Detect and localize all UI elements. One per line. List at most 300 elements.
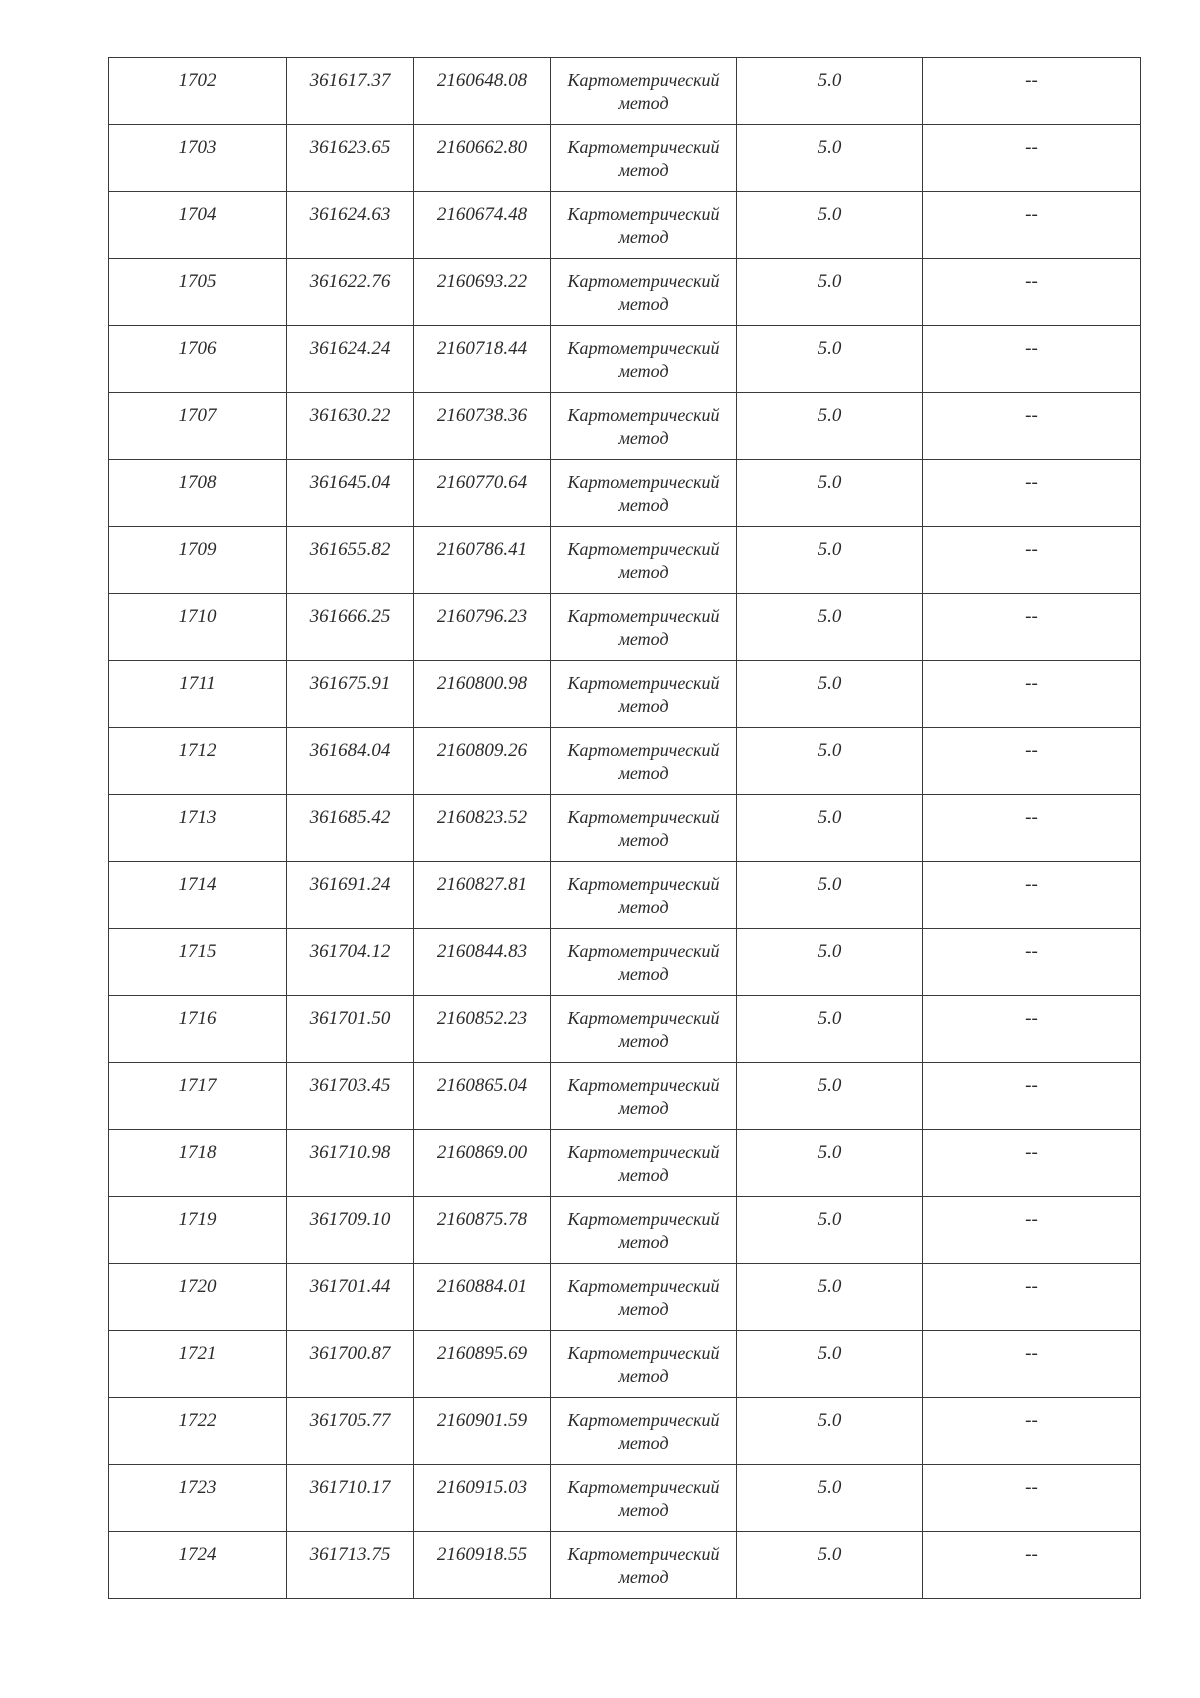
point-number-value: 1712 [178,740,217,761]
accuracy-value: 5.0 [817,70,842,91]
point-number-cell [109,1398,287,1465]
note-cell [923,594,1141,661]
accuracy-value: 5.0 [817,1142,842,1163]
note-cell [923,795,1141,862]
x-coordinate-value: 361622.76 [309,271,391,292]
note-value: -- [1025,941,1038,962]
method-text [551,192,736,249]
method-cell [551,527,737,594]
method-line-1: Картометрический [567,740,720,760]
point-number-value: 1718 [178,1142,217,1163]
method-cell [551,795,737,862]
x-coordinate-cell [287,862,414,929]
method-text [551,58,736,115]
note-value: -- [1025,70,1038,91]
table-row [109,661,1141,728]
method-cell [551,1063,737,1130]
y-coordinate-cell [414,527,551,594]
note-cell [923,58,1141,125]
method-line-1: Картометрический [567,1410,720,1430]
y-coordinate-cell [414,1197,551,1264]
method-cell [551,125,737,192]
note-cell [923,996,1141,1063]
x-coordinate-cell [287,1197,414,1264]
method-line-2: метод [618,428,669,448]
note-cell [923,1532,1141,1599]
method-text [551,259,736,316]
method-line-1: Картометрический [567,204,720,224]
x-coordinate-cell [287,393,414,460]
accuracy-cell [737,862,923,929]
table-row [109,460,1141,527]
note-cell [923,728,1141,795]
note-cell [923,1465,1141,1532]
method-cell [551,1130,737,1197]
point-number-cell [109,862,287,929]
method-text [551,1331,736,1388]
y-coordinate-value: 2160796.23 [436,606,528,627]
x-coordinate-cell [287,460,414,527]
method-line-1: Картометрический [567,405,720,425]
x-coordinate-value: 361705.77 [309,1410,391,1431]
note-cell [923,393,1141,460]
method-cell [551,192,737,259]
y-coordinate-value: 2160786.41 [436,539,528,560]
x-coordinate-cell [287,58,414,125]
accuracy-cell [737,259,923,326]
method-line-1: Картометрический [567,1075,720,1095]
point-number-value: 1715 [178,941,217,962]
point-number-value: 1702 [178,70,217,91]
table-row [109,594,1141,661]
method-text [551,527,736,584]
x-coordinate-value: 361624.63 [309,204,391,225]
point-number-value: 1707 [178,405,217,426]
note-value: -- [1025,740,1038,761]
y-coordinate-cell [414,259,551,326]
y-coordinate-value: 2160648.08 [436,70,528,91]
method-line-1: Картометрический [567,1544,720,1564]
method-text [551,661,736,718]
method-cell [551,661,737,728]
note-cell [923,1398,1141,1465]
table-row [109,996,1141,1063]
table-row [109,929,1141,996]
method-text [551,1130,736,1187]
x-coordinate-value: 361704.12 [309,941,391,962]
point-number-cell [109,527,287,594]
table-row [109,1532,1141,1599]
x-coordinate-value: 361684.04 [309,740,391,761]
method-cell [551,1264,737,1331]
y-coordinate-value: 2160827.81 [436,874,528,895]
note-cell [923,125,1141,192]
method-line-2: метод [618,93,669,113]
method-cell [551,1197,737,1264]
x-coordinate-cell [287,728,414,795]
method-line-2: метод [618,964,669,984]
note-cell [923,326,1141,393]
y-coordinate-cell [414,594,551,661]
accuracy-cell [737,728,923,795]
point-number-value: 1714 [178,874,217,895]
y-coordinate-value: 2160852.23 [436,1008,528,1029]
method-text [551,1532,736,1589]
method-line-2: метод [618,696,669,716]
table-row [109,125,1141,192]
method-text [551,594,736,651]
point-number-value: 1720 [178,1276,217,1297]
accuracy-value: 5.0 [817,1008,842,1029]
method-text [551,996,736,1053]
method-text [551,326,736,383]
note-value: -- [1025,539,1038,560]
method-line-2: метод [618,495,669,515]
method-line-2: метод [618,830,669,850]
accuracy-value: 5.0 [817,807,842,828]
method-line-2: метод [618,1098,669,1118]
accuracy-value: 5.0 [817,1075,842,1096]
y-coordinate-value: 2160895.69 [436,1343,528,1364]
x-coordinate-cell [287,1331,414,1398]
x-coordinate-value: 361701.44 [309,1276,391,1297]
y-coordinate-cell [414,795,551,862]
coordinates-table [108,57,1141,1599]
x-coordinate-value: 361713.75 [309,1544,391,1565]
method-text [551,795,736,852]
x-coordinate-cell [287,1398,414,1465]
x-coordinate-cell [287,929,414,996]
accuracy-cell [737,661,923,728]
note-cell [923,1264,1141,1331]
accuracy-cell [737,1532,923,1599]
y-coordinate-cell [414,58,551,125]
y-coordinate-value: 2160809.26 [436,740,528,761]
method-cell [551,996,737,1063]
note-value: -- [1025,1209,1038,1230]
point-number-value: 1711 [179,673,216,694]
x-coordinate-value: 361703.45 [309,1075,391,1096]
x-coordinate-value: 361710.17 [309,1477,391,1498]
y-coordinate-cell [414,1465,551,1532]
note-value: -- [1025,1276,1038,1297]
x-coordinate-cell [287,192,414,259]
y-coordinate-value: 2160738.36 [436,405,528,426]
method-cell [551,393,737,460]
x-coordinate-cell [287,259,414,326]
point-number-cell [109,795,287,862]
point-number-value: 1713 [178,807,217,828]
x-coordinate-value: 361655.82 [309,539,391,560]
method-line-1: Картометрический [567,807,720,827]
note-value: -- [1025,1477,1038,1498]
table-row [109,795,1141,862]
y-coordinate-cell [414,1532,551,1599]
y-coordinate-value: 2160674.48 [436,204,528,225]
accuracy-value: 5.0 [817,1410,842,1431]
note-value: -- [1025,338,1038,359]
note-value: -- [1025,1075,1038,1096]
method-line-1: Картометрический [567,874,720,894]
y-coordinate-value: 2160718.44 [436,338,528,359]
point-number-value: 1710 [178,606,217,627]
x-coordinate-value: 361685.42 [309,807,391,828]
note-value: -- [1025,1142,1038,1163]
x-coordinate-cell [287,795,414,862]
point-number-value: 1705 [178,271,217,292]
x-coordinate-value: 361701.50 [309,1008,391,1029]
y-coordinate-value: 2160844.83 [436,941,528,962]
table-row [109,1398,1141,1465]
method-text [551,1398,736,1455]
accuracy-cell [737,594,923,661]
point-number-cell [109,1197,287,1264]
note-cell [923,862,1141,929]
accuracy-value: 5.0 [817,1343,842,1364]
method-line-1: Картометрический [567,472,720,492]
method-line-1: Картометрический [567,539,720,559]
method-line-2: метод [618,160,669,180]
accuracy-cell [737,996,923,1063]
point-number-value: 1703 [178,137,217,158]
accuracy-value: 5.0 [817,338,842,359]
y-coordinate-value: 2160869.00 [436,1142,528,1163]
method-line-2: метод [618,763,669,783]
y-coordinate-cell [414,728,551,795]
method-cell [551,460,737,527]
method-line-2: метод [618,562,669,582]
point-number-value: 1716 [178,1008,217,1029]
accuracy-cell [737,1130,923,1197]
x-coordinate-value: 361645.04 [309,472,391,493]
y-coordinate-cell [414,661,551,728]
method-cell [551,594,737,661]
point-number-cell [109,594,287,661]
table-row [109,1197,1141,1264]
point-number-cell [109,1130,287,1197]
table-row [109,259,1141,326]
point-number-value: 1719 [178,1209,217,1230]
point-number-cell [109,929,287,996]
method-cell [551,1465,737,1532]
point-number-cell [109,58,287,125]
method-text [551,1264,736,1321]
y-coordinate-value: 2160693.22 [436,271,528,292]
y-coordinate-cell [414,1130,551,1197]
accuracy-cell [737,1197,923,1264]
accuracy-value: 5.0 [817,1209,842,1230]
method-cell [551,728,737,795]
coordinates-table-body [109,58,1141,1599]
method-text [551,1063,736,1120]
method-text [551,862,736,919]
method-cell [551,929,737,996]
note-value: -- [1025,472,1038,493]
accuracy-cell [737,1465,923,1532]
point-number-cell [109,661,287,728]
accuracy-value: 5.0 [817,204,842,225]
method-cell [551,1532,737,1599]
accuracy-cell [737,1398,923,1465]
point-number-value: 1723 [178,1477,217,1498]
note-value: -- [1025,1410,1038,1431]
method-line-1: Картометрический [567,338,720,358]
table-row [109,728,1141,795]
note-value: -- [1025,807,1038,828]
accuracy-value: 5.0 [817,539,842,560]
method-line-1: Картометрический [567,606,720,626]
note-value: -- [1025,874,1038,895]
method-text [551,728,736,785]
method-line-2: метод [618,1433,669,1453]
table-row [109,1130,1141,1197]
accuracy-value: 5.0 [817,271,842,292]
accuracy-cell [737,192,923,259]
method-text [551,393,736,450]
method-cell [551,862,737,929]
table-row [109,393,1141,460]
method-line-1: Картометрический [567,941,720,961]
method-line-2: метод [618,1165,669,1185]
note-value: -- [1025,1544,1038,1565]
x-coordinate-value: 361630.22 [309,405,391,426]
accuracy-value: 5.0 [817,874,842,895]
accuracy-cell [737,527,923,594]
note-value: -- [1025,405,1038,426]
table-row [109,326,1141,393]
note-cell [923,192,1141,259]
accuracy-value: 5.0 [817,1477,842,1498]
method-line-2: метод [618,227,669,247]
note-value: -- [1025,606,1038,627]
y-coordinate-cell [414,862,551,929]
method-line-1: Картометрический [567,1477,720,1497]
accuracy-value: 5.0 [817,673,842,694]
accuracy-value: 5.0 [817,472,842,493]
accuracy-cell [737,58,923,125]
note-cell [923,1063,1141,1130]
accuracy-value: 5.0 [817,1544,842,1565]
y-coordinate-value: 2160865.04 [436,1075,528,1096]
y-coordinate-cell [414,996,551,1063]
point-number-cell [109,393,287,460]
point-number-cell [109,1532,287,1599]
x-coordinate-value: 361666.25 [309,606,391,627]
note-cell [923,460,1141,527]
method-line-2: метод [618,1299,669,1319]
point-number-cell [109,326,287,393]
table-row [109,1264,1141,1331]
y-coordinate-cell [414,326,551,393]
y-coordinate-value: 2160662.80 [436,137,528,158]
method-line-1: Картометрический [567,673,720,693]
x-coordinate-cell [287,1532,414,1599]
x-coordinate-cell [287,527,414,594]
y-coordinate-cell [414,125,551,192]
method-text [551,460,736,517]
y-coordinate-cell [414,1063,551,1130]
point-number-value: 1706 [178,338,217,359]
accuracy-cell [737,460,923,527]
table-row [109,192,1141,259]
x-coordinate-cell [287,594,414,661]
x-coordinate-cell [287,326,414,393]
accuracy-cell [737,1331,923,1398]
x-coordinate-cell [287,661,414,728]
y-coordinate-cell [414,460,551,527]
point-number-value: 1717 [178,1075,217,1096]
y-coordinate-value: 2160884.01 [436,1276,528,1297]
point-number-value: 1709 [178,539,217,560]
y-coordinate-cell [414,1331,551,1398]
y-coordinate-value: 2160918.55 [436,1544,528,1565]
x-coordinate-value: 361709.10 [309,1209,391,1230]
method-line-1: Картометрический [567,1008,720,1028]
method-cell [551,1331,737,1398]
note-value: -- [1025,137,1038,158]
y-coordinate-value: 2160901.59 [436,1410,528,1431]
point-number-cell [109,996,287,1063]
method-cell [551,326,737,393]
method-line-1: Картометрический [567,1209,720,1229]
method-cell [551,58,737,125]
method-cell [551,1398,737,1465]
accuracy-cell [737,1264,923,1331]
point-number-cell [109,259,287,326]
table-row [109,1063,1141,1130]
y-coordinate-value: 2160823.52 [436,807,528,828]
y-coordinate-cell [414,1264,551,1331]
accuracy-cell [737,795,923,862]
accuracy-value: 5.0 [817,740,842,761]
point-number-cell [109,1063,287,1130]
x-coordinate-cell [287,1465,414,1532]
accuracy-value: 5.0 [817,1276,842,1297]
point-number-cell [109,125,287,192]
table-row [109,527,1141,594]
point-number-cell [109,460,287,527]
method-line-1: Картометрический [567,1343,720,1363]
x-coordinate-cell [287,1063,414,1130]
method-line-2: метод [618,897,669,917]
point-number-cell [109,1331,287,1398]
y-coordinate-cell [414,1398,551,1465]
note-cell [923,259,1141,326]
accuracy-value: 5.0 [817,405,842,426]
y-coordinate-value: 2160915.03 [436,1477,528,1498]
note-value: -- [1025,673,1038,694]
x-coordinate-value: 361691.24 [309,874,391,895]
point-number-value: 1722 [178,1410,217,1431]
method-line-2: метод [618,629,669,649]
table-row [109,1465,1141,1532]
method-text [551,1197,736,1254]
accuracy-cell [737,393,923,460]
method-text [551,125,736,182]
note-value: -- [1025,204,1038,225]
x-coordinate-value: 361710.98 [309,1142,391,1163]
method-line-1: Картометрический [567,1142,720,1162]
method-line-2: метод [618,294,669,314]
method-cell [551,259,737,326]
method-text [551,929,736,986]
method-line-1: Картометрический [567,1276,720,1296]
x-coordinate-cell [287,996,414,1063]
method-line-2: метод [618,1567,669,1587]
y-coordinate-value: 2160800.98 [436,673,528,694]
x-coordinate-value: 361700.87 [309,1343,391,1364]
method-line-1: Картометрический [567,137,720,157]
